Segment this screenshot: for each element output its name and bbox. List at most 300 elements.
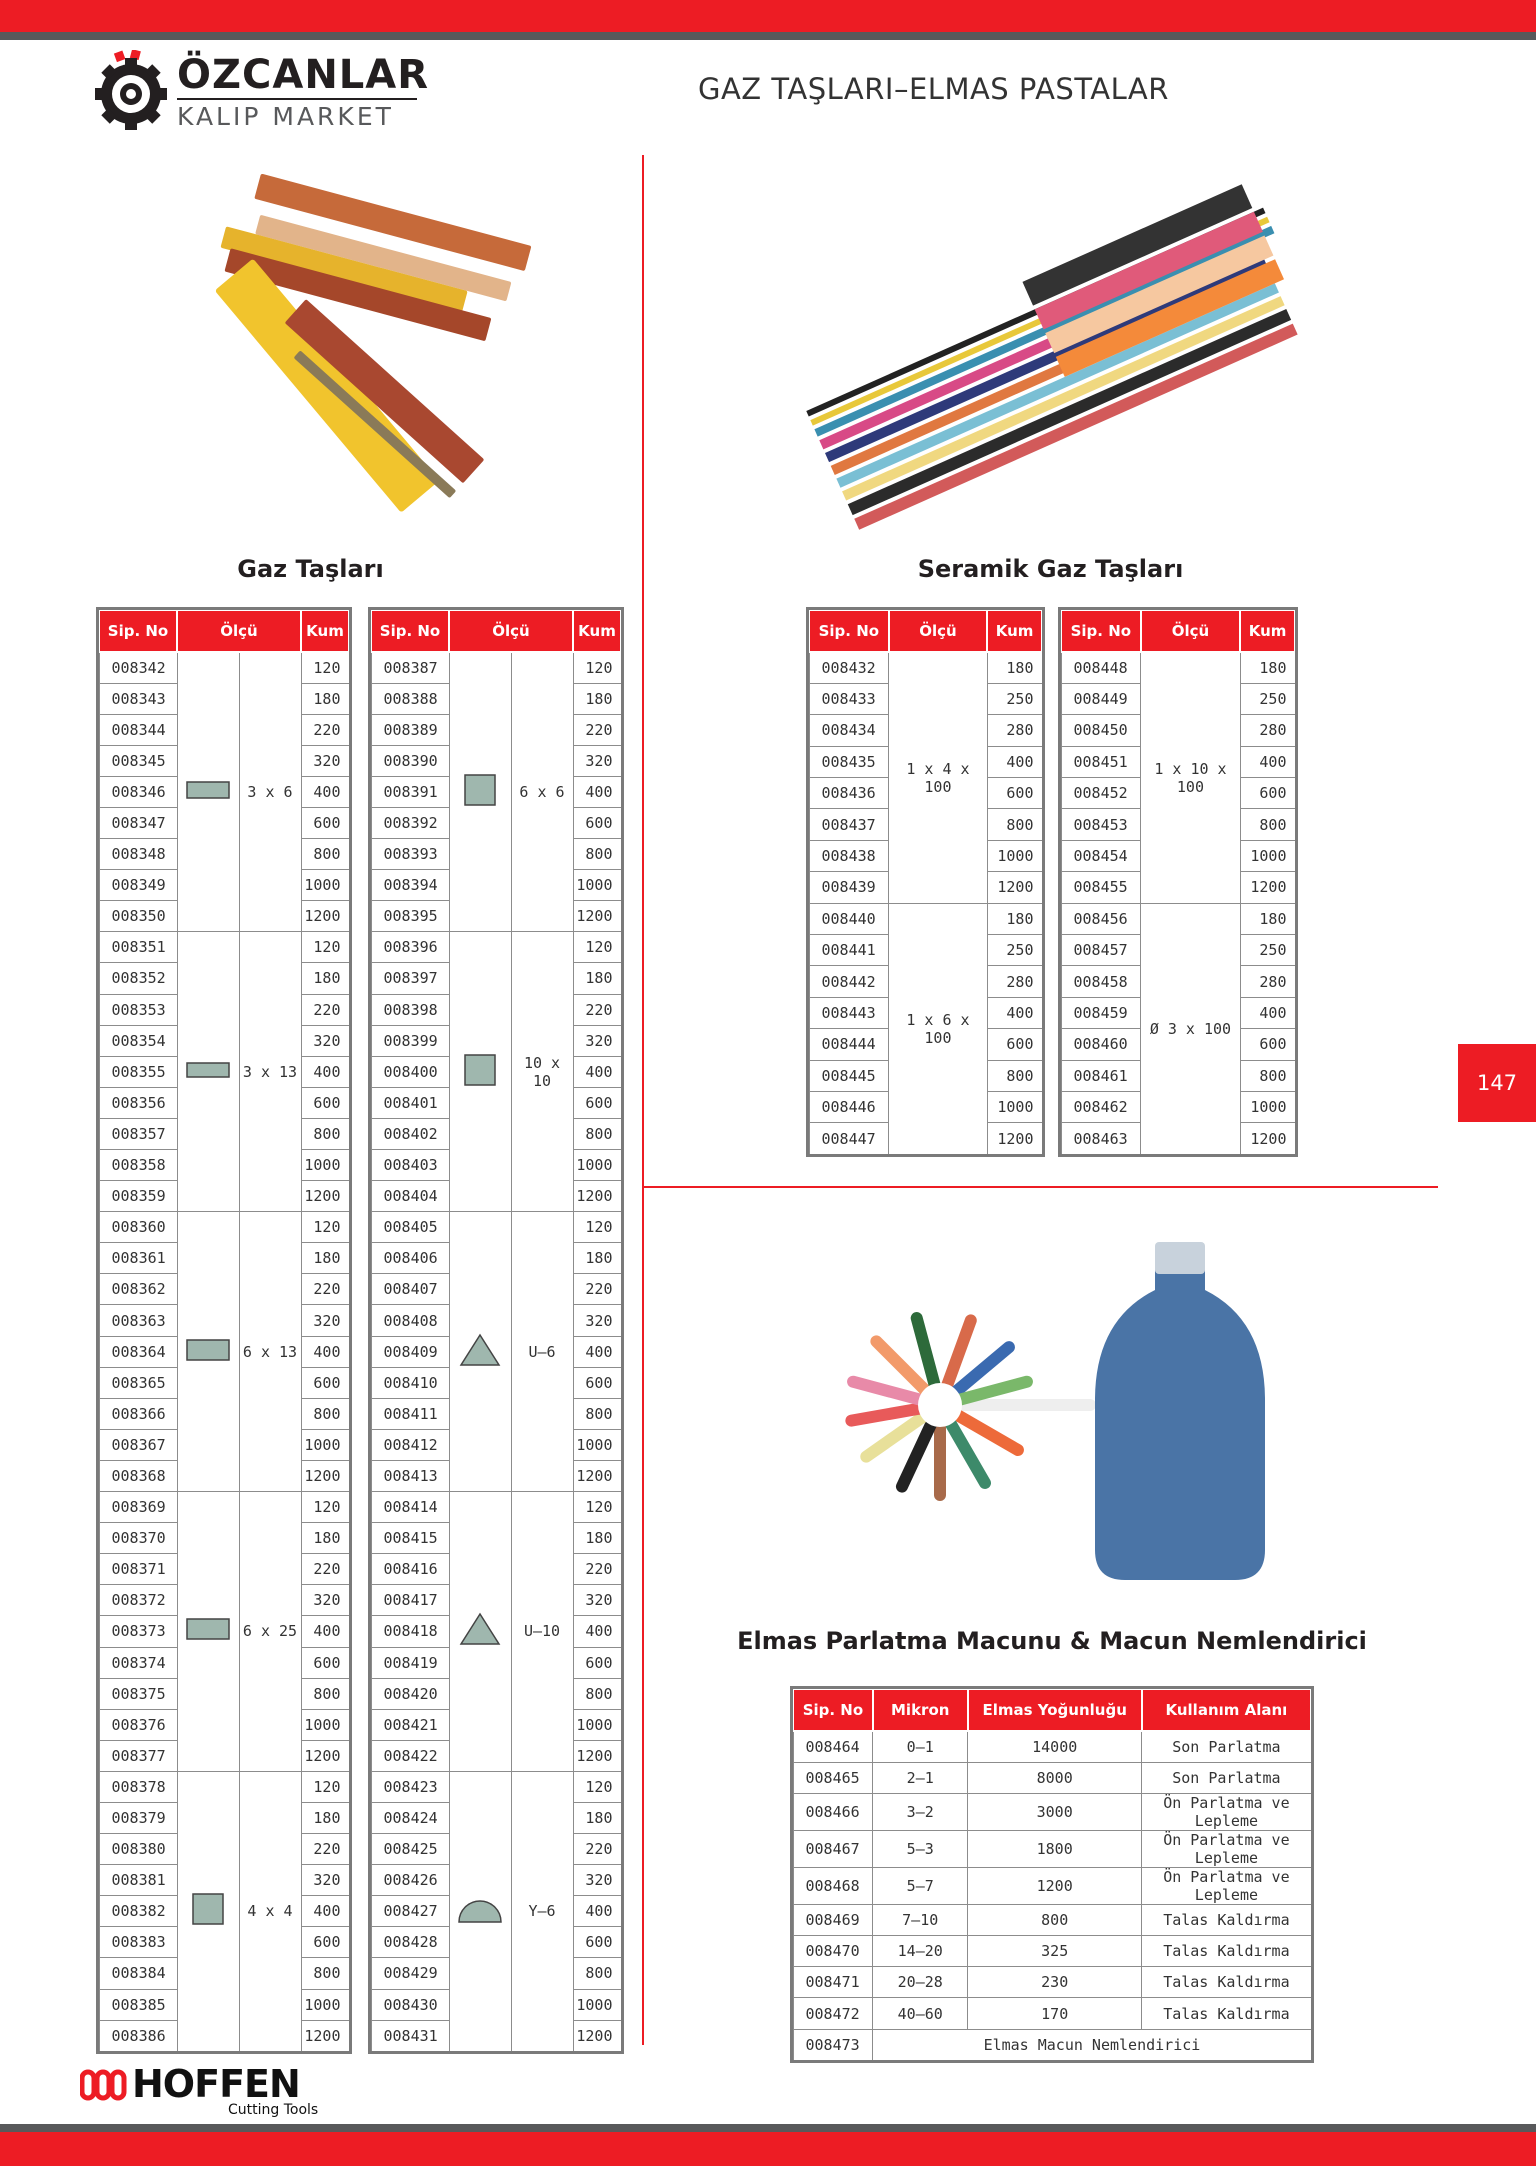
table-row [793,1830,1311,1867]
triangle-profile-icon [457,1333,503,1367]
kum-cell: 600 [301,1087,349,1118]
kum-cell: 800 [573,839,621,870]
kullanim-cell: Son Parlatma [1142,1762,1311,1793]
kum-cell: 1200 [987,872,1042,903]
mikron-cell: 2–1 [873,1762,968,1793]
sip-no-cell: 008431 [371,2020,449,2051]
kum-cell: 1200 [301,1460,349,1491]
kum-cell: 120 [573,1212,621,1243]
sip-no-cell: 008467 [793,1830,873,1867]
mikron-cell: 5–7 [873,1867,968,1904]
kum-cell: 180 [573,1523,621,1554]
top-grey-bar [0,32,1536,40]
kum-cell: 1000 [573,870,621,901]
sip-no-cell: 008395 [371,901,449,932]
kum-cell: 600 [301,1927,349,1958]
sip-no-cell: 008368 [99,1460,177,1491]
kum-cell: 1200 [987,1123,1042,1154]
sip-no-cell: 008450 [1061,715,1141,746]
kum-cell: 400 [301,1056,349,1087]
kum-cell: 1000 [301,1429,349,1460]
seramik-table-right [1060,609,1296,1155]
sip-no-cell: 008373 [99,1616,177,1647]
mikron-cell: 5–3 [873,1830,968,1867]
brand-logo [95,50,430,135]
sip-no-cell: 008459 [1061,997,1141,1028]
kum-cell: 120 [573,1771,621,1802]
sip-no-cell: 008402 [371,1118,449,1149]
kum-cell: 600 [573,1087,621,1118]
table-row [99,1492,349,1523]
column-header-olcu: Ölçü [177,610,301,652]
sip-no-cell: 008414 [371,1492,449,1523]
kum-cell: 320 [573,745,621,776]
kum-cell: 1000 [987,1091,1042,1122]
sip-no-cell: 008415 [371,1523,449,1554]
sip-no-cell: 008380 [99,1834,177,1865]
yogunluk-cell: 3000 [968,1793,1142,1830]
sip-no-cell: 008452 [1061,778,1141,809]
kum-cell: 320 [301,1025,349,1056]
sip-no-cell: 008434 [809,715,889,746]
kum-cell: 180 [573,1802,621,1833]
sip-no-cell: 008425 [371,1834,449,1865]
size-cell: U–10 [511,1492,573,1772]
sip-no-cell: 008392 [371,807,449,838]
profile-shape-cell [449,652,511,932]
column-header-sip-no: Sip. No [371,610,449,652]
table-header-row [99,610,349,652]
sip-no-cell: 008466 [793,1793,873,1830]
kum-cell: 120 [301,652,349,683]
sip-no-cell: 008446 [809,1091,889,1122]
kum-cell: 600 [573,1367,621,1398]
kum-cell: 120 [573,1492,621,1523]
kum-cell: 800 [573,1678,621,1709]
sip-no-cell: 008358 [99,1150,177,1181]
kum-cell: 280 [1240,715,1295,746]
sip-no-cell: 008378 [99,1771,177,1802]
kum-cell: 120 [301,1771,349,1802]
sip-no-cell: 008422 [371,1740,449,1771]
kum-cell: 1200 [573,901,621,932]
sip-no-cell: 008441 [809,935,889,966]
table-row [1061,903,1295,934]
gaz-taslari-title: Gaz Taşları [237,555,384,583]
sip-no-cell: 008366 [99,1398,177,1429]
seramik-title: Seramik Gaz Taşları [917,555,1184,583]
kum-cell: 220 [573,1274,621,1305]
column-header-kum: Kum [987,610,1042,652]
kum-cell: 250 [1240,935,1295,966]
table-row [809,652,1042,683]
flat-wide-profile-icon [185,1053,231,1087]
size-cell: Ø 3 x 100 [1141,903,1241,1154]
sip-no-cell: 008421 [371,1709,449,1740]
profile-shape-cell [177,1212,239,1492]
elmas-table [792,1688,1312,2061]
profile-shape-cell [449,1212,511,1492]
table-row [793,1731,1311,1762]
square-profile-icon [457,773,503,807]
sip-no-cell: 008344 [99,714,177,745]
kum-cell: 600 [573,1927,621,1958]
table-row [371,1212,621,1243]
size-cell: 3 x 13 [239,932,301,1212]
kum-cell: 320 [301,745,349,776]
table-row [793,1904,1311,1935]
seramik-table-left [808,609,1043,1155]
kum-cell: 1000 [987,840,1042,871]
brand-underline [177,98,417,100]
rect-profile-icon [185,1333,231,1367]
kum-cell: 400 [1240,997,1295,1028]
sip-no-cell: 008389 [371,714,449,745]
kum-cell: 800 [301,839,349,870]
column-header-elmas-yogunlugu: Elmas Yoğunluğu [968,1689,1142,1731]
kum-cell: 600 [987,1029,1042,1060]
kum-cell: 320 [301,1585,349,1616]
sip-no-cell: 008447 [809,1123,889,1154]
sip-no-cell: 008400 [371,1056,449,1087]
kum-cell: 400 [573,776,621,807]
sip-no-cell: 008472 [793,1998,873,2029]
sip-no-cell: 008394 [371,870,449,901]
sip-no-cell: 008376 [99,1709,177,1740]
sip-no-cell: 008346 [99,776,177,807]
page-number-tab: 147 [1458,1044,1536,1122]
kum-cell: 600 [573,1647,621,1678]
kum-cell: 1000 [301,1989,349,2020]
table-row [99,932,349,963]
kum-cell: 400 [573,1336,621,1367]
size-cell: 6 x 13 [239,1212,301,1492]
column-header-kum: Kum [301,610,349,652]
sip-no-cell: 008453 [1061,809,1141,840]
yogunluk-cell: 1200 [968,1867,1142,1904]
column-header-sip-no: Sip. No [809,610,889,652]
kum-cell: 180 [1240,652,1295,683]
elmas-pasta-photo [760,1220,1340,1600]
kum-cell: 800 [301,1678,349,1709]
kum-cell: 800 [573,1118,621,1149]
kullanim-cell: Talas Kaldırma [1142,1967,1311,1998]
kum-cell: 220 [573,994,621,1025]
gaz-taslari-table-left [98,609,350,2052]
kum-cell: 180 [301,1243,349,1274]
kum-cell: 800 [1240,1060,1295,1091]
kum-cell: 120 [301,1492,349,1523]
kum-cell: 180 [301,683,349,714]
kum-cell: 1000 [1240,840,1295,871]
sip-no-cell: 008375 [99,1678,177,1709]
kum-cell: 400 [301,1336,349,1367]
table-row [793,1867,1311,1904]
sip-no-cell: 008342 [99,652,177,683]
kum-cell: 600 [301,807,349,838]
sip-no-cell: 008457 [1061,935,1141,966]
sip-no-cell: 008393 [371,839,449,870]
kum-cell: 250 [987,935,1042,966]
table-row [809,903,1042,934]
table-header-row [809,610,1042,652]
sip-no-cell: 008470 [793,1936,873,1967]
sip-no-cell: 008432 [809,652,889,683]
kullanim-cell: Talas Kaldırma [1142,1936,1311,1967]
sip-no-cell: 008438 [809,840,889,871]
sip-no-cell: 008359 [99,1181,177,1212]
mikron-cell: 14–20 [873,1936,968,1967]
mikron-cell: 0–1 [873,1731,968,1762]
sip-no-cell: 008461 [1061,1060,1141,1091]
sip-no-cell: 008386 [99,2020,177,2051]
sip-no-cell: 008444 [809,1029,889,1060]
sip-no-cell: 008348 [99,839,177,870]
profile-shape-cell [177,932,239,1212]
sip-no-cell: 008464 [793,1731,873,1762]
sip-no-cell: 008404 [371,1181,449,1212]
kum-cell: 180 [301,963,349,994]
sip-no-cell: 008351 [99,932,177,963]
sip-no-cell: 008391 [371,776,449,807]
sip-no-cell: 008420 [371,1678,449,1709]
sip-no-cell: 008353 [99,994,177,1025]
size-cell: 6 x 6 [511,652,573,932]
sip-no-cell: 008468 [793,1867,873,1904]
brand-name: ÖZCANLAR [177,52,430,98]
sip-no-cell: 008370 [99,1523,177,1554]
column-header-kullanim-alani: Kullanım Alanı [1142,1689,1311,1731]
sip-no-cell: 008382 [99,1896,177,1927]
rect-profile-icon [185,1612,231,1646]
size-cell: 4 x 4 [239,1771,301,2051]
sip-no-cell: 008352 [99,963,177,994]
kum-cell: 320 [301,1305,349,1336]
kum-cell: 400 [573,1056,621,1087]
kum-cell: 320 [573,1025,621,1056]
profile-shape-cell [449,932,511,1212]
table-row [371,1492,621,1523]
sip-no-cell: 008417 [371,1585,449,1616]
sip-no-cell: 008383 [99,1927,177,1958]
sip-no-cell: 008448 [1061,652,1141,683]
kum-cell: 250 [987,683,1042,714]
sip-no-cell: 008356 [99,1087,177,1118]
sip-no-cell: 008463 [1061,1123,1141,1154]
sip-no-cell: 008442 [809,966,889,997]
sip-no-cell: 008367 [99,1429,177,1460]
kum-cell: 220 [573,1834,621,1865]
kum-cell: 1200 [1240,1123,1295,1154]
bottom-red-bar [0,2132,1536,2166]
sip-no-cell: 008469 [793,1904,873,1935]
column-header-sip-no: Sip. No [793,1689,873,1731]
sip-no-cell: 008345 [99,745,177,776]
sip-no-cell: 008354 [99,1025,177,1056]
gaz-taslari-photo [160,155,560,535]
sip-no-cell: 008403 [371,1150,449,1181]
kum-cell: 1200 [573,1740,621,1771]
sip-no-cell: 008399 [371,1025,449,1056]
kum-cell: 1200 [573,1181,621,1212]
size-cell: 1 x 6 x 100 [889,903,988,1154]
kum-cell: 180 [301,1523,349,1554]
kum-cell: 220 [301,994,349,1025]
table-row [99,652,349,683]
sip-no-cell: 008426 [371,1865,449,1896]
kum-cell: 800 [301,1398,349,1429]
sip-no-cell: 008406 [371,1243,449,1274]
kum-cell: 1200 [301,1740,349,1771]
kullanim-cell: Talas Kaldırma [1142,1998,1311,2029]
triangle-profile-icon [457,1612,503,1646]
kum-cell: 180 [301,1802,349,1833]
kum-cell: 400 [987,746,1042,777]
sip-no-cell: 008427 [371,1896,449,1927]
kum-cell: 120 [573,652,621,683]
size-cell: 3 x 6 [239,652,301,932]
kum-cell: 1000 [301,870,349,901]
kum-cell: 1200 [573,2020,621,2051]
kum-cell: 1200 [301,901,349,932]
mikron-cell: 7–10 [873,1904,968,1935]
sip-no-cell: 008384 [99,1958,177,1989]
profile-shape-cell [449,1492,511,1772]
kullanim-cell: Ön Parlatma ve Lepleme [1142,1830,1311,1867]
sip-no-cell: 008465 [793,1762,873,1793]
kum-cell: 400 [301,776,349,807]
table-header-row [1061,610,1295,652]
kum-cell: 800 [1240,809,1295,840]
sip-no-cell: 008347 [99,807,177,838]
sip-no-cell: 008396 [371,932,449,963]
kum-cell: 1000 [573,1989,621,2020]
footer-logo [80,2062,320,2122]
sip-no-cell: 008412 [371,1429,449,1460]
kum-cell: 220 [301,714,349,745]
sip-no-cell: 008361 [99,1243,177,1274]
yogunluk-cell: 1800 [968,1830,1142,1867]
kum-cell: 220 [301,1554,349,1585]
sip-no-cell: 008385 [99,1989,177,2020]
column-header-sip-no: Sip. No [99,610,177,652]
sip-no-cell: 008416 [371,1554,449,1585]
sip-no-cell: 008429 [371,1958,449,1989]
sip-no-cell: 008451 [1061,746,1141,777]
profile-shape-cell [177,1771,239,2051]
square-profile-icon [185,1892,231,1926]
table-row [371,652,621,683]
kum-cell: 600 [301,1647,349,1678]
kum-cell: 1200 [301,1181,349,1212]
sip-no-cell: 008411 [371,1398,449,1429]
kum-cell: 180 [573,683,621,714]
sip-no-cell: 008462 [1061,1091,1141,1122]
kum-cell: 800 [573,1958,621,1989]
kum-cell: 220 [573,1554,621,1585]
sip-no-cell: 008407 [371,1274,449,1305]
sip-no-cell: 008355 [99,1056,177,1087]
column-header-olcu: Ölçü [449,610,573,652]
table-header-row [793,1689,1311,1731]
sip-no-cell: 008460 [1061,1029,1141,1060]
kum-cell: 1200 [301,2020,349,2051]
yogunluk-cell: 800 [968,1904,1142,1935]
square-profile-icon [457,1053,503,1087]
sip-no-cell: 008390 [371,745,449,776]
brand-subtitle: KALIP MARKET [177,102,394,131]
kum-cell: 320 [573,1865,621,1896]
flat-thin-profile-icon [185,773,231,807]
kum-cell: 1000 [573,1429,621,1460]
size-cell: 10 x 10 [511,932,573,1212]
sip-no-cell: 008455 [1061,872,1141,903]
sip-no-cell: 008405 [371,1212,449,1243]
sip-no-cell: 008473 [793,2029,873,2060]
hoffen-logo-icon [80,2068,128,2104]
sip-no-cell: 008377 [99,1740,177,1771]
kum-cell: 600 [301,1367,349,1398]
yogunluk-cell: 230 [968,1967,1142,1998]
kullanim-cell: Ön Parlatma ve Lepleme [1142,1867,1311,1904]
column-header-sip-no: Sip. No [1061,610,1141,652]
top-red-bar [0,0,1536,32]
kum-cell: 180 [987,903,1042,934]
table-row [793,1936,1311,1967]
profile-shape-cell [177,652,239,932]
gaz-taslari-table-right [370,609,622,2052]
vertical-divider [642,155,644,2045]
kum-cell: 220 [573,714,621,745]
kum-cell: 320 [573,1585,621,1616]
kum-cell: 220 [301,1834,349,1865]
table-row [793,1998,1311,2029]
table-row [793,1762,1311,1793]
sip-no-cell: 008374 [99,1647,177,1678]
kum-cell: 800 [987,1060,1042,1091]
sip-no-cell: 008428 [371,1927,449,1958]
mikron-cell: 3–2 [873,1793,968,1830]
kum-cell: 180 [573,963,621,994]
table-row [793,1793,1311,1830]
column-header-kum: Kum [1240,610,1295,652]
kum-cell: 1000 [573,1150,621,1181]
sip-no-cell: 008449 [1061,683,1141,714]
kum-cell: 280 [987,715,1042,746]
kum-cell: 600 [1240,1029,1295,1060]
kum-cell: 1200 [573,1460,621,1491]
kum-cell: 400 [1240,746,1295,777]
mikron-cell: 40–60 [873,1998,968,2029]
sip-no-cell: 008362 [99,1274,177,1305]
kum-cell: 180 [573,1243,621,1274]
kum-cell: 600 [987,778,1042,809]
sip-no-cell: 008357 [99,1118,177,1149]
sip-no-cell: 008408 [371,1305,449,1336]
sip-no-cell: 008401 [371,1087,449,1118]
kum-cell: 600 [573,807,621,838]
sip-no-cell: 008443 [809,997,889,1028]
sip-no-cell: 008439 [809,872,889,903]
table-row [371,932,621,963]
kum-cell: 320 [301,1865,349,1896]
kum-cell: 400 [301,1616,349,1647]
sip-no-cell: 008349 [99,870,177,901]
sip-no-cell: 008440 [809,903,889,934]
half-round-profile-icon [457,1892,503,1926]
kum-cell: 320 [573,1305,621,1336]
sip-no-cell: 008458 [1061,966,1141,997]
